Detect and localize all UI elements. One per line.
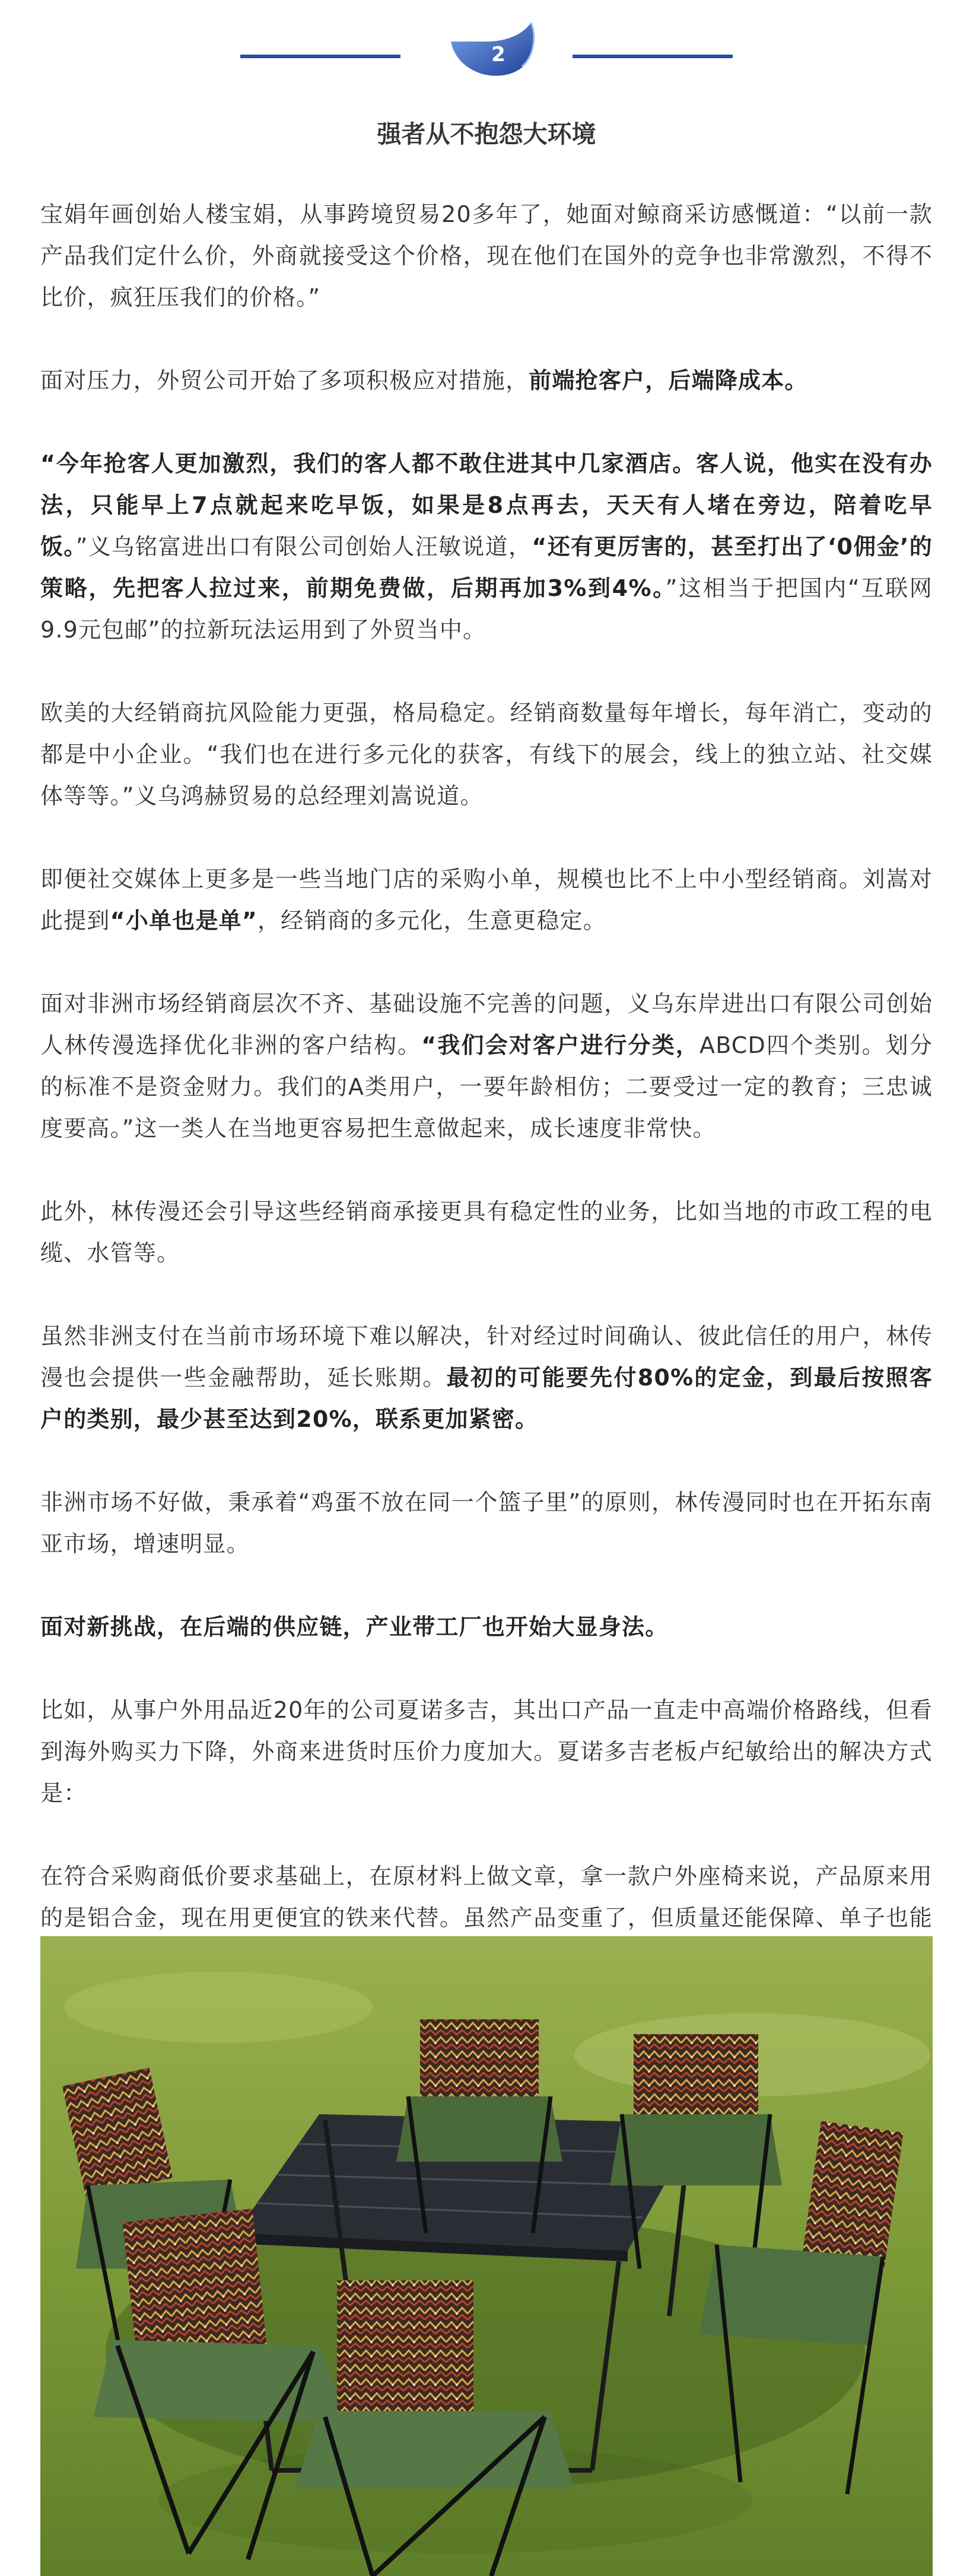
article-paragraph (40, 983, 933, 1149)
text-run: 此外，林传漫还会引导这些经销商承接更具有稳定性的业务，比如当地的市政工程的电缆、水管等。 (40, 1198, 933, 1266)
bold-text-run: 最初的可能要先付80%的定金，到最后按照客户的类别，最少甚至达到20%，联系更加紧密。 (40, 1365, 933, 1432)
camping-furniture-photo (40, 1936, 933, 2576)
left-divider-line (240, 55, 400, 58)
text-run: 宝娟年画创始人楼宝娟，从事跨境贸易20多年了，她面对鲸商采访感慨道：“以前一款产品我们定什么价，外商就接受这个价格，现在他们在国外的竞争也非常激烈，不得不比价，疯狂压我们的价格。” (40, 201, 933, 310)
text-run: ”义乌铭富进出口有限公司创始人汪敏说道， (75, 534, 532, 560)
text-run: ，经销商的多元化，生意更稳定。 (257, 908, 606, 934)
text-run: 欧美的大经销商抗风险能力更强，格局稳定。经销商数量每年增长，每年消亡，变动的都是中小企业。“我们也在进行多元化的获客，有线下的展会，线上的独立站、社交媒体等等。”义乌鸿赫贸易的总经理刘嵩说道。 (40, 700, 933, 809)
bold-text-run: “今年抢客人更加激烈，我们的客人都不敢住进其中几家酒店。客人说，他实在没有办法，只能早上7点就起来吃早饭，如果是8点再去，天天有人堵在旁边，陪着吃早饭。 (40, 451, 933, 560)
article-paragraph (40, 1191, 933, 1274)
article-paragraph (40, 692, 933, 817)
section-title: 强者从不抱怨大环境 (377, 120, 596, 148)
right-divider-line (573, 55, 733, 58)
text-run: 非洲市场不好做，秉承着“鸡蛋不放在同一个篮子里”的原则，林传漫同时也在开拓东南亚市场，增速明显。 (40, 1489, 933, 1557)
article-paragraph (40, 360, 933, 401)
article-paragraph (40, 1481, 933, 1565)
article-paragraph (40, 858, 933, 941)
bold-text-run: 前端抢客户，后端降成本。 (529, 367, 808, 394)
section-header (0, 0, 973, 98)
bold-text-run: “我们会对客户进行分类， (421, 1032, 699, 1058)
text-run: 比如，从事户外用品近20年的公司夏诺多吉，其出口产品一直走中高端价格路线，但看到海外购买力下降，外商来进货时压价力度加大。夏诺多吉老板卢纪敏给出的解决方式是： (40, 1697, 933, 1806)
article-paragraph (40, 1689, 933, 1814)
article-paragraph (40, 1606, 933, 1648)
article-paragraph (40, 443, 933, 651)
bold-text-run: “还有更厉害的，甚至打出了‘0佣金’的策略，先把客人拉过来，前期免费做，后期再加3%到4%。 (40, 534, 933, 601)
text-run: 面对压力，外贸公司开始了多项积极应对措施， (40, 367, 529, 394)
text-run: 虽然非洲支付在当前市场环境下难以解决，针对经过时间确认、彼此信任的用户，林传漫也会提供一些金融帮助，延长账期。 (40, 1323, 933, 1391)
text-run: 即便社交媒体上更多是一些当地门店的采购小单，规模也比不上中小型经销商。刘嵩对此提到 (40, 866, 933, 934)
bold-text-run: 面对新挑战，在后端的供应链，产业带工厂也开始大显身法。 (40, 1614, 669, 1640)
text-run: 面对非洲市场经销商层次不齐、基础设施不完善的问题，义乌东岸进出口有限公司创始人林传漫选择优化非洲的客户结构。 (40, 991, 933, 1058)
article-body (40, 193, 933, 2022)
article-paragraph (40, 193, 933, 318)
text-run: ABCD四个类别。划分的标准不是资金财力。我们的A类用户，一要年龄相仿；二要受过一定的教育；三忠诚度要高。”这一类人在当地更容易把生意做起来，成长速度非常快。 (40, 1032, 933, 1141)
bold-text-run: “小单也是单” (110, 908, 257, 934)
text-run: 在符合采购商低价要求基础上，在原材料上做文章，拿一款户外座椅来说，产品原来用的是铝合金，现在用更便宜的铁来代替。虽然产品变重了，但质量还能保障、单子也能 (40, 1863, 933, 1931)
text-run: ”这相当于把国内“互联网9.9元包邮”的拉新玩法运用到了外贸当中。 (40, 575, 933, 643)
article-paragraph (40, 1315, 933, 1440)
section-number: 2 (491, 43, 505, 66)
